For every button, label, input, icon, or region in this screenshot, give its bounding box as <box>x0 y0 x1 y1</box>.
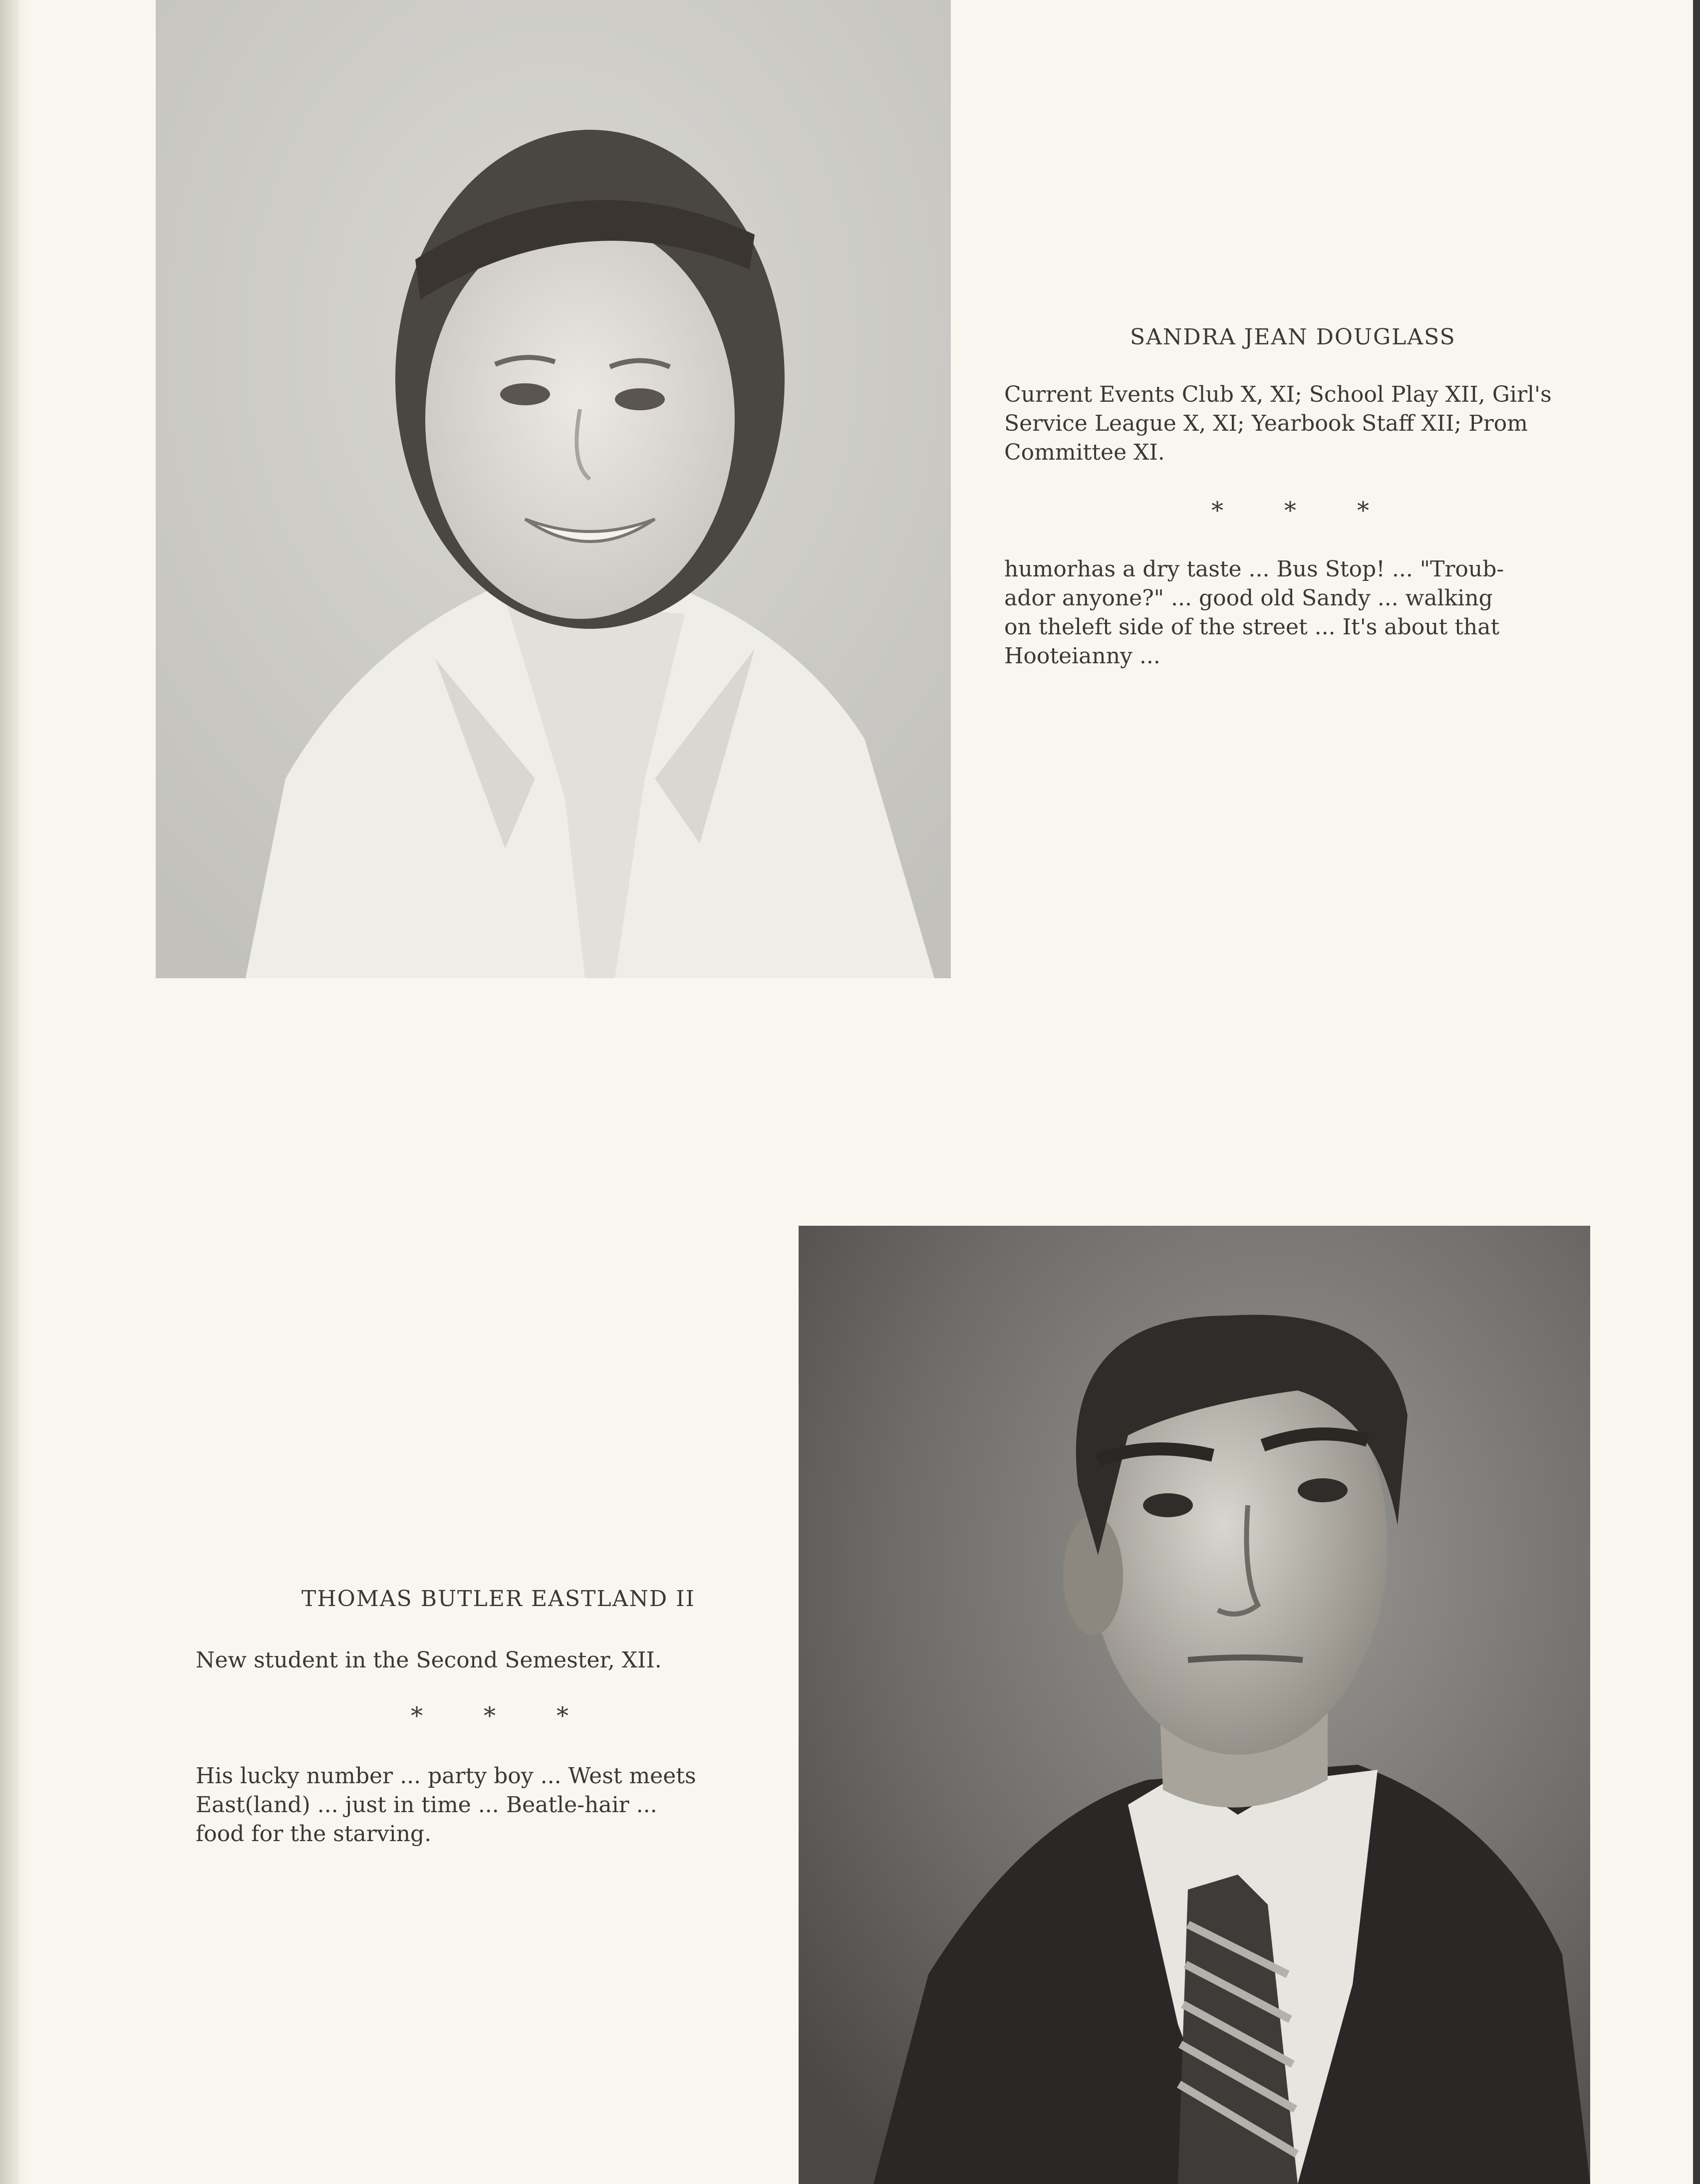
notes-line: His lucky number ... party boy ... West meets <box>196 1763 696 1789</box>
caption-block-sandra-douglass <box>1004 0 1668 699</box>
portrait-photo-thomas-eastland <box>799 1226 1590 2184</box>
activities-line: Current Events Club X, XI; School Play XII, Girl's <box>1004 382 1552 407</box>
asterisk: * <box>484 1702 496 1730</box>
asterisk: * <box>1357 497 1369 525</box>
notes-line: on theleft side of the street ... It's about that <box>1004 614 1500 640</box>
notes-line: food for the starving. <box>196 1821 432 1847</box>
asterisk: * <box>411 1702 423 1730</box>
activities-line: Service League X, XI; Yearbook Staff XII; Prom <box>1004 411 1528 436</box>
student-name: SANDRA JEAN DOUGLASS <box>1130 324 1456 350</box>
asterisk: * <box>1211 497 1223 525</box>
asterisk: * <box>557 1702 568 1730</box>
asterisk: * <box>1284 497 1296 525</box>
activities-list <box>1004 380 1552 467</box>
page-right-edge <box>1693 0 1700 2184</box>
notes-line: ador anyone?" ... good old Sandy ... walking <box>1004 585 1493 611</box>
notes-line: humorhas a dry taste ... Bus Stop! ... "Troub- <box>1004 556 1504 582</box>
personal-notes <box>196 1762 696 1849</box>
student-name: THOMAS BUTLER EASTLAND II <box>301 1586 695 1612</box>
caption-block-thomas-eastland <box>196 0 785 1897</box>
page-binding-edge <box>0 0 19 2184</box>
activities-line: New student in the Second Semester, XII. <box>196 1647 662 1673</box>
activities-line: Committee XI. <box>1004 440 1165 465</box>
asterisk-separator <box>380 1702 599 1730</box>
personal-notes <box>1004 555 1504 671</box>
notes-line: East(land) ... just in time ... Beatle-hair ... <box>196 1792 657 1818</box>
activities-list <box>196 1646 662 1675</box>
notes-line: Hooteianny ... <box>1004 643 1160 669</box>
asterisk-separator <box>1181 497 1400 525</box>
